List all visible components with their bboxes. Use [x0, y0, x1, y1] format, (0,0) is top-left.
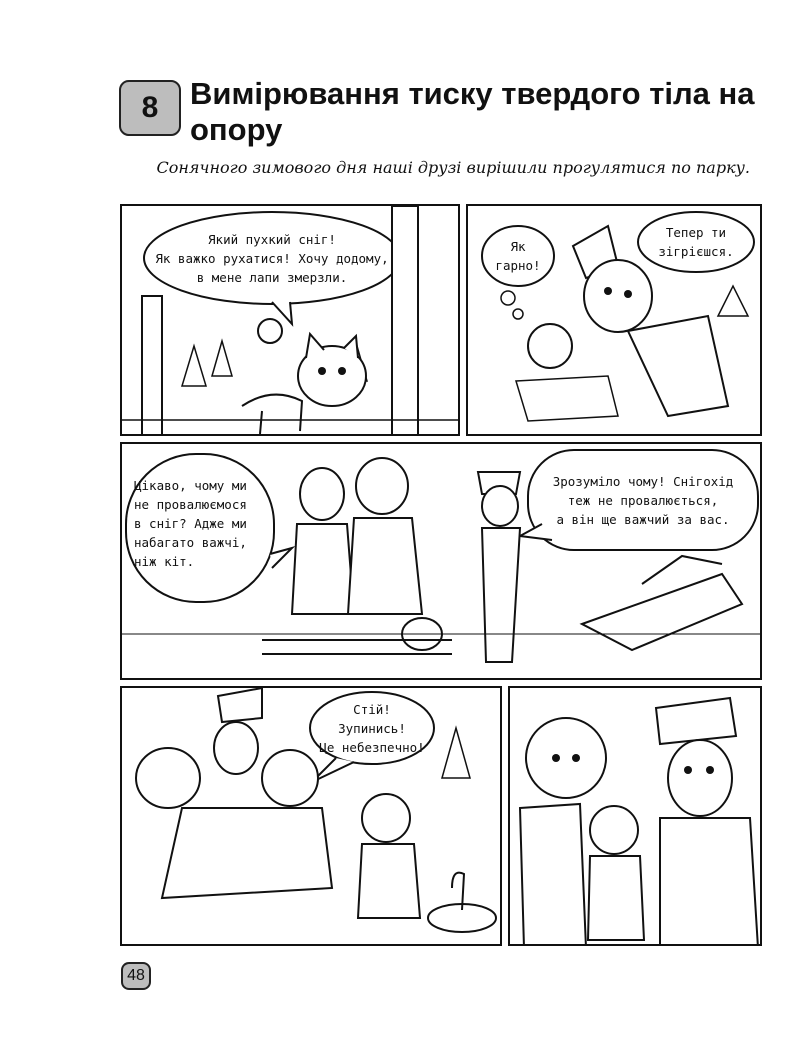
comic-panel-6	[508, 686, 762, 946]
speech-bubble: Цікаво, чому ми не провалюємося в сніг? Адже ми набагато важчі, ніж кіт.	[134, 477, 247, 569]
comic-panel-2	[466, 204, 762, 436]
speech-bubble: Який пухкий сніг! Як важко рухатися! Хочу додому, в мене лапи змерзли.	[155, 231, 389, 285]
page-title: Вимірювання тиску твердого тіла на опору	[190, 76, 755, 147]
speech-bubble: Зрозуміло чому! Снігохід теж не провалюється, а він ще важчий за вас.	[552, 473, 734, 527]
comic-panel-3	[120, 442, 762, 680]
comic-panel-5	[120, 686, 502, 946]
speech-bubble: Тепер ти зігрієшся.	[658, 225, 734, 259]
chapter-number-badge: 8	[119, 80, 181, 136]
intro-text: Сонячного зимового дня наші друзі вирішили прогулятися по парку.	[156, 158, 750, 177]
speech-bubble: Як гарно!	[495, 239, 541, 273]
panel-6-illustration	[510, 688, 762, 946]
page-number: 48	[121, 962, 151, 990]
speech-bubble: Стій! Зупинись! Це небезпечно!	[319, 701, 425, 755]
comic-panel-1	[120, 204, 460, 436]
panel-5-illustration	[122, 688, 502, 946]
